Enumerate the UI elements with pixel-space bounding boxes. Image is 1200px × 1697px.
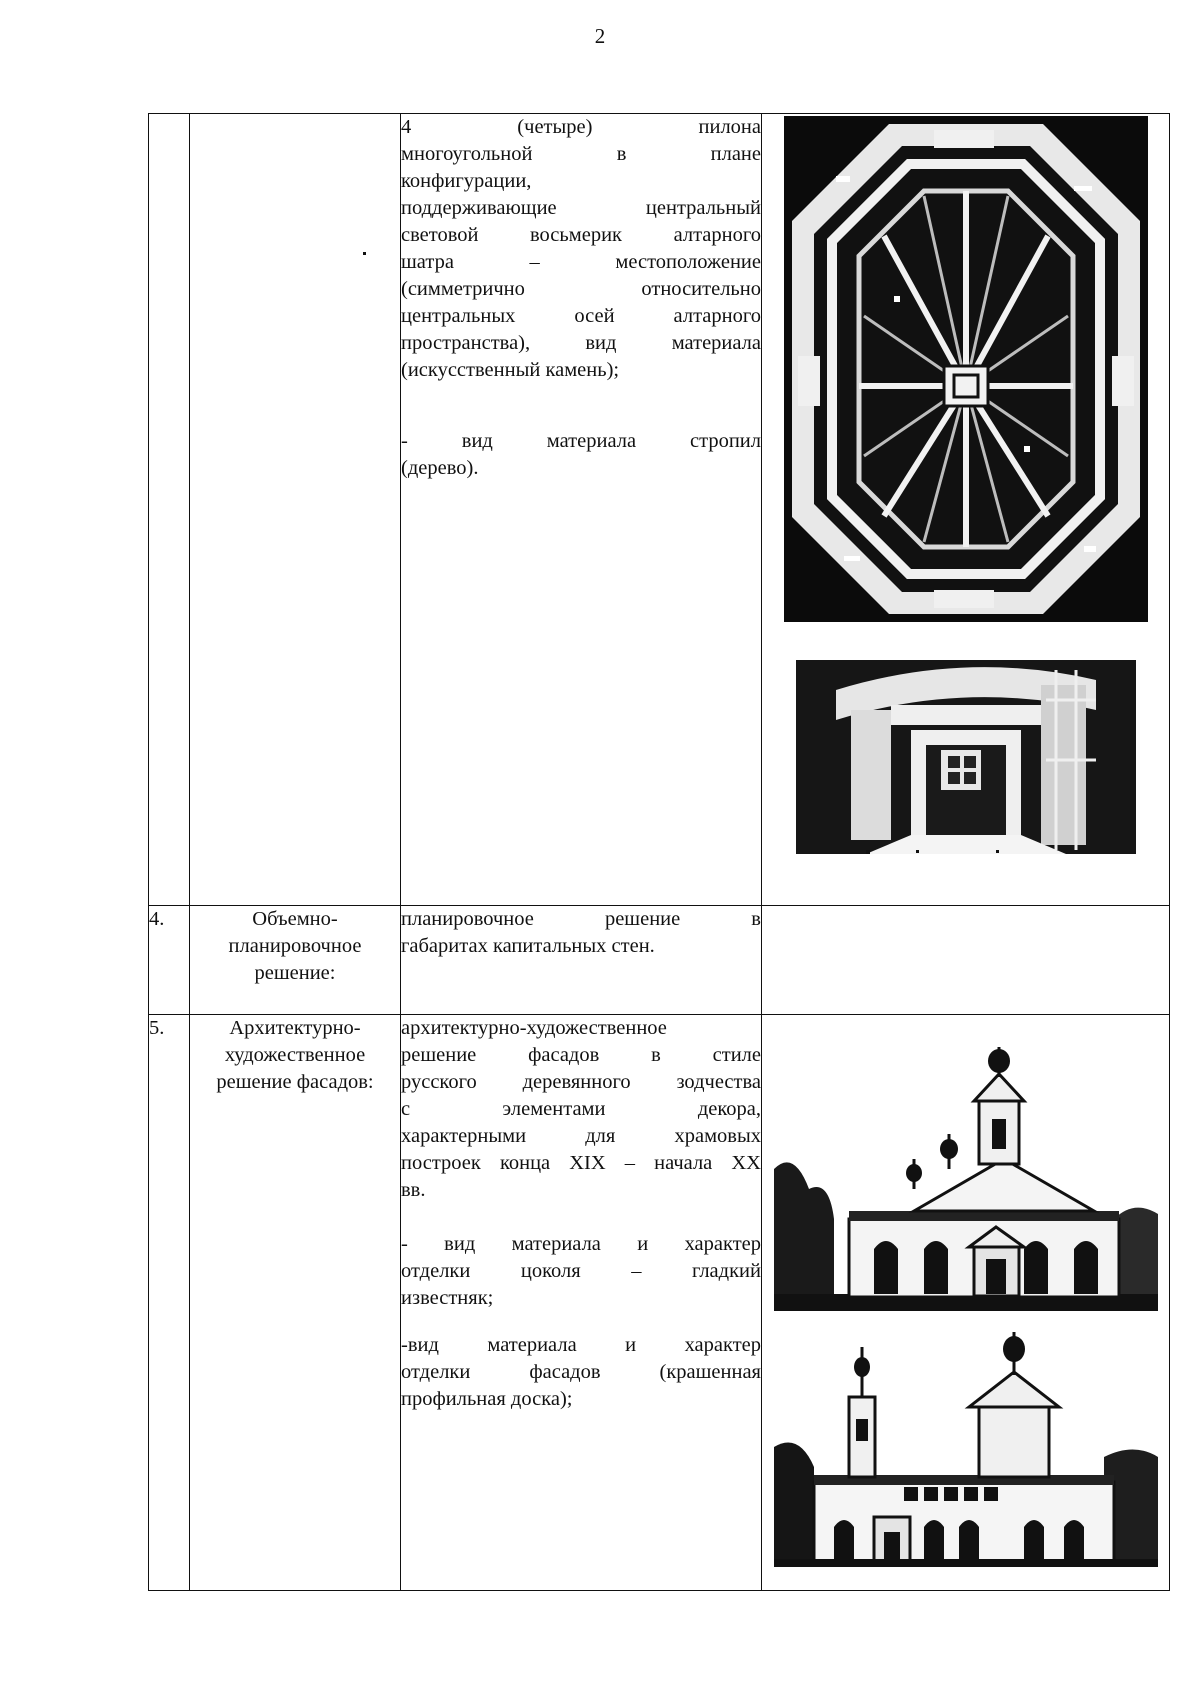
heritage-elements-table [148,113,1170,1591]
text-line: - вид материала стропил [401,430,761,452]
altar-tent-ceiling-photo [784,116,1148,622]
text-line: построек конца XIX – начала XX [401,1152,761,1174]
row-description-cell [401,906,762,1015]
text-line: конфигурации, [401,170,532,192]
table-row [149,1015,1170,1591]
text-line: решение фасадов: [216,1071,374,1093]
description-paragraph [401,428,761,482]
row-photo-cell [762,1015,1170,1591]
description-paragraph [401,1332,761,1413]
text-line: (искусственный камень); [401,359,620,381]
text-line: - вид материала и характер [401,1233,761,1255]
text-line: художественное [224,1044,366,1066]
text-line: габаритах капитальных стен. [401,935,655,957]
text-line: архитектурно-художественное [401,1017,667,1039]
text-line: 4 (четыре) пилона [401,116,761,138]
table-row-continuation [149,114,1170,906]
church-facade-side-photo [774,1327,1158,1567]
row-name-cell [190,1015,401,1591]
text-line: с элементами декора, [401,1098,761,1120]
row-number-cell [149,114,190,906]
row-number-cell: 5. [149,1015,190,1591]
description-paragraph [401,114,761,384]
text-line: (симметрично относительно [401,278,761,300]
text-line: многоугольной в плане [401,143,761,165]
interior-passage-photo [796,650,1136,854]
text-line: отделки фасадов (крашенная [401,1361,761,1383]
row-name-cell [190,114,401,906]
description-paragraph [401,1015,761,1204]
text-line: решение фасадов в стиле [401,1044,761,1066]
row-description-cell [401,114,762,906]
text-line: русского деревянного зодчества [401,1071,761,1093]
church-facade-front-photo [774,1039,1158,1311]
text-line: Архитектурно- [229,1017,361,1039]
text-line: шатра – местоположение [401,251,761,273]
text-line: пространства), вид материала [401,332,761,354]
text-line: известняк; [401,1287,494,1309]
row-photo-cell [762,906,1170,1015]
row-photo-cell [762,114,1170,906]
text-line: поддерживающие центральный [401,197,761,219]
text-line: -вид материала и характер [401,1334,761,1356]
text-line: планировочное [228,935,362,957]
text-line: (дерево). [401,457,479,479]
text-line: решение: [254,962,336,984]
row-name-cell [190,906,401,1015]
text-line: Объемно- [252,908,338,930]
text-line: характерными для храмовых [401,1125,761,1147]
text-line: световой восьмерик алтарного [401,224,761,246]
text-line: планировочное решение в [401,908,761,930]
table-row [149,906,1170,1015]
page-number: 2 [594,24,606,48]
text-line: центральных осей алтарного [401,305,761,327]
text-line: вв. [401,1179,426,1201]
text-line: профильная доска); [401,1388,573,1410]
row-number-cell: 4. [149,906,190,1015]
description-paragraph [401,1231,761,1312]
text-line: отделки цоколя – гладкий [401,1260,761,1282]
row-description-cell [401,1015,762,1591]
